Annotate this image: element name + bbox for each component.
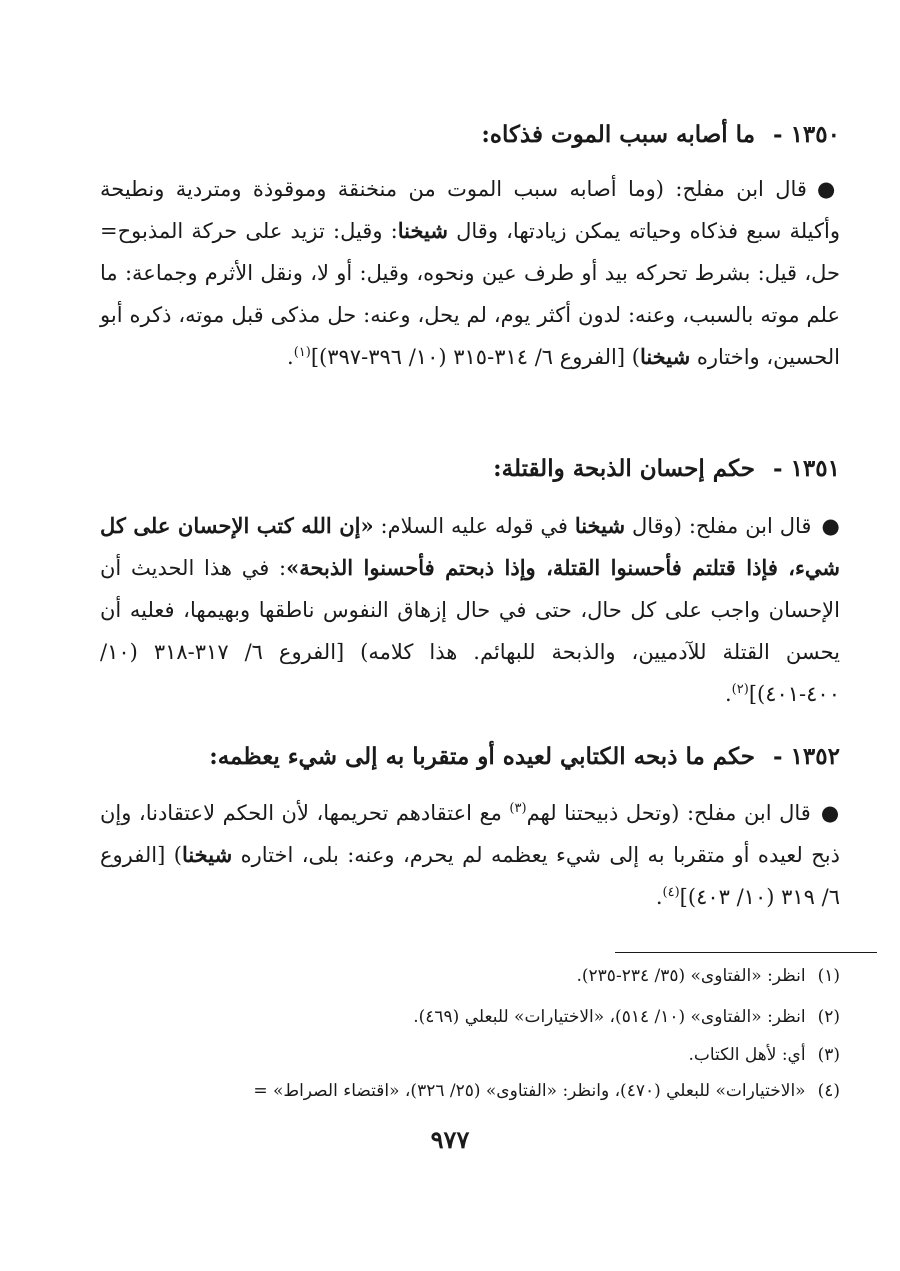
paragraph-text: مع اعتقادهم تحريمها، لأن الحكم لاعتقادنا، وإن ذبح لعيده أو متقربا به إلى شيء يعظمه لم يحرم، وعنه: بلى، اختاره [100, 801, 841, 867]
hadith-quote: «إن الله كتب الإحسان على كل شيء، فإذا قتلتم فأحسنوا القتلة، وإذا ذبحتم فأحسنوا الذبحة» [100, 513, 840, 580]
bullet-icon: ● [816, 177, 840, 201]
footnote-marker: (٤) [662, 885, 680, 900]
shaykh-name: شيخنا [639, 344, 691, 369]
footnote-marker: (١) [293, 345, 311, 360]
document-page [100, 0, 840, 1271]
paragraph-text: قال ابن مفلح: (وما أصابه سبب الموت من منخنقة وموقوذة ومتردية ونطيحة وأكيلة سبع فذكاه وحياته يمكن زيادتها، وقال [100, 177, 840, 243]
section-paragraph-1352 [100, 792, 840, 918]
reference-text: ) [الفروع ٦/ ٣١٩ (١٠/ ٤٠٣)] [100, 843, 840, 909]
section-number: ١٣٥٢ - [773, 743, 840, 770]
footnote-3 [100, 1043, 840, 1067]
shaykh-name: شيخنا [397, 218, 448, 243]
paragraph-text: : في هذا الحديث أن الإحسان واجب على كل حال، حتى في حال إزهاق النفوس ناطقها وبهيمها، فعليه أن يحسن القتلة للآدميين، والذبحة للبهائم. هذا كلامه) [الفروع ٦/ ٣١٧-٣١٨ (١٠/ ٤٠٠-٤٠١)] [100, 556, 840, 706]
section-title: حكم إحسان الذبحة والقتلة: [493, 455, 756, 482]
section-heading-1350 [481, 118, 840, 152]
footnote-text: أي: لأهل الكتاب. [688, 1045, 806, 1065]
paragraph-end: . [724, 682, 732, 706]
footnote-4 [100, 1079, 840, 1103]
shaykh-name: شيخنا [574, 513, 626, 538]
paragraph-text: قال ابن مفلح: (وقال [631, 514, 812, 538]
reference-text: ) [الفروع ٦/ ٣١٤-٣١٥ (١٠/ ٣٩٦-٣٩٧)] [310, 345, 640, 369]
section-title: حكم ما ذبحه الكتابي لعيده أو متقربا به إلى شيء يعظمه: [209, 743, 756, 770]
paragraph-text: : وقيل: تزيد على حركة المذبوح= حل، قيل: بشرط تحركه بيد أو طرف عين ونحوه، وقيل: أو لا، ونقل الأثرم وجماعة: ما علم موته بالسبب، وعنه: لدون أكثر يوم، لم يحل، وعنه: حل مذكى قبل موته، ذكره أبو الحسين، واختاره [100, 219, 841, 369]
paragraph-end: . [287, 345, 294, 369]
section-paragraph-1350 [100, 168, 840, 378]
footnote-number: (٤) [817, 1081, 840, 1101]
section-heading-1351 [493, 452, 840, 486]
footnote-number: (٣) [817, 1045, 840, 1065]
paragraph-text: قال ابن مفلح: (وتحل ذبيحتنا لهم [526, 801, 811, 825]
footnote-2 [100, 1005, 840, 1029]
shaykh-name: شيخنا [181, 842, 233, 867]
footnote-text: انظر: «الفتاوى» (٣٥/ ٢٣٤-٢٣٥). [576, 966, 806, 986]
paragraph-end: . [655, 885, 663, 909]
section-heading-1352 [209, 740, 840, 774]
section-paragraph-1351 [100, 505, 840, 715]
footnote-marker: (٣) [509, 801, 527, 816]
footnote-text: انظر: «الفتاوى» (١٠/ ٥١٤)، «الاختيارات» للبعلي (٤٦٩). [413, 1007, 806, 1027]
page-number: ٩٧٧ [430, 1125, 470, 1154]
footnote-text: «الاختيارات» للبعلي (٤٧٠)، وانظر: «الفتاوى» (٢٥/ ٣٢٦)، «اقتضاء الصراط» = [253, 1081, 806, 1101]
bullet-icon: ● [821, 514, 840, 538]
paragraph-text: في قوله عليه السلام: [380, 514, 568, 538]
section-number: ١٣٥٠ - [773, 121, 840, 148]
section-title: ما أصابه سبب الموت فذكاه: [481, 121, 756, 148]
footnote-1 [100, 964, 840, 988]
footnote-separator [615, 952, 877, 953]
footnote-number: (١) [817, 966, 840, 986]
bullet-icon: ● [820, 801, 840, 825]
footnote-number: (٢) [817, 1007, 840, 1027]
section-number: ١٣٥١ - [773, 455, 840, 482]
footnote-marker: (٢) [731, 682, 749, 697]
